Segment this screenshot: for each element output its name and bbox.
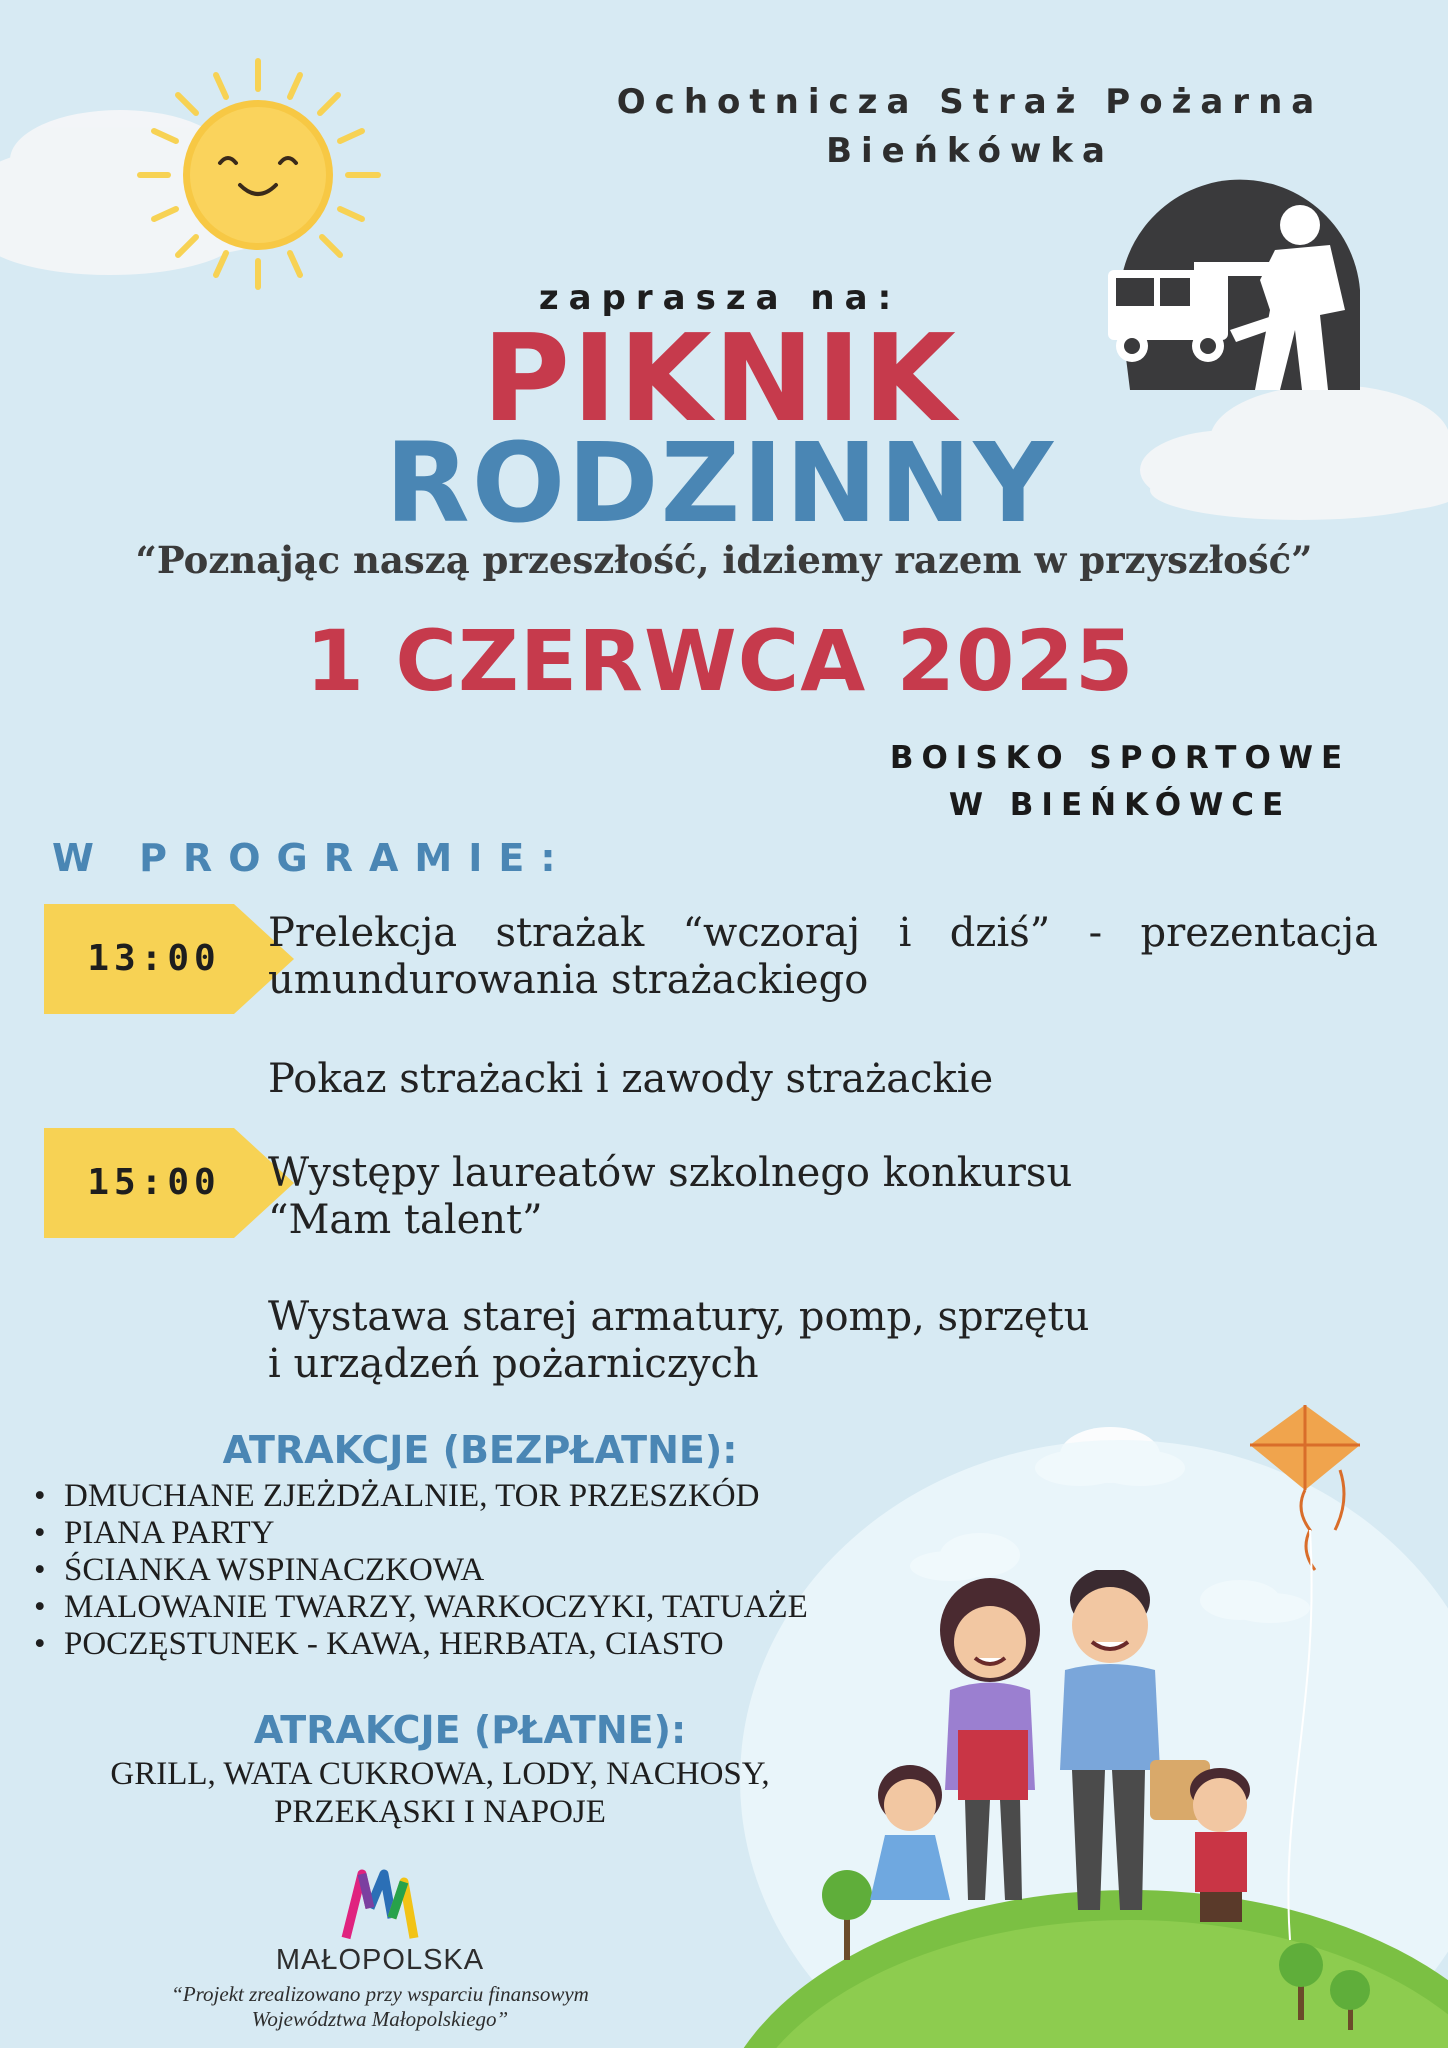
paid-attractions-list xyxy=(80,1756,800,1832)
venue-line1: BOISKO SPORTOWE xyxy=(889,740,1351,776)
list-item: • POCZĘSTUNEK - KAWA, HERBATA, CIASTO xyxy=(30,1626,808,1663)
sponsor-note-line2: Województwa Małopolskiego” xyxy=(251,2006,509,2031)
program-item-4 xyxy=(268,1294,1378,1388)
venue-line2: W BIEŃKÓWCE xyxy=(948,786,1292,823)
time-label-1: 13:00 xyxy=(87,938,221,979)
list-item: • DMUCHANE ZJEŻDŻALNIE, TOR PRZESZKÓD xyxy=(30,1478,808,1515)
time-badge-2 xyxy=(44,1128,294,1238)
malopolska-logo xyxy=(340,1868,420,1940)
event-date: 1 CZERWCA 2025 xyxy=(305,612,1135,710)
organizer xyxy=(560,78,1380,177)
program-heading: W PROGRAMIE: xyxy=(52,836,572,880)
title-line1: PIKNIK xyxy=(482,310,958,449)
program-item-2: Pokaz strażacki i zawody strażackie xyxy=(268,1056,994,1102)
free-attractions-heading: ATRAKCJE (BEZPŁATNE): xyxy=(222,1428,738,1472)
program-item-4-line1: Wystawa starej armatury, pomp, sprzętu xyxy=(268,1294,1090,1340)
time-label-2: 15:00 xyxy=(87,1162,221,1203)
father xyxy=(1060,1570,1210,1910)
program-item-3 xyxy=(268,1150,1378,1244)
title-line2: RODZINNY xyxy=(385,419,1055,547)
program-item-4-line2: i urządzeń pożarniczych xyxy=(268,1341,759,1388)
list-item: • MALOWANIE TWARZY, WARKOCZYKI, TATUAŻE xyxy=(30,1589,808,1626)
mother xyxy=(940,1578,1040,1900)
motto: “Poznając naszą przeszłość, idziemy razem w przyszłość” xyxy=(135,538,1313,582)
boy xyxy=(1190,1768,1250,1922)
sponsor-note-line1: “Projekt zrealizowano przy wsparciu finansowym xyxy=(171,1982,589,2006)
invite-text: zaprasza na: xyxy=(538,278,902,318)
paid-attractions-heading: ATRAKCJE (PŁATNE): xyxy=(253,1708,687,1752)
program-item-1: Prelekcja strażak “wczoraj i dziś” - prezentacja umundurowania strażackiego xyxy=(268,910,1378,1004)
free-attractions-list xyxy=(30,1478,808,1663)
sponsor-name: MAŁOPOLSKA xyxy=(275,1944,485,1976)
list-item: • PIANA PARTY xyxy=(30,1515,808,1552)
paid-attractions-line2: PRZEKĄSKI I NAPOJE xyxy=(274,1793,606,1830)
time-badge-1 xyxy=(44,904,294,1014)
sponsor-note xyxy=(80,1982,680,2032)
venue xyxy=(820,735,1420,828)
program-item-3-line2: “Mam talent” xyxy=(268,1197,543,1244)
girl xyxy=(870,1765,950,1900)
organizer-line1: Ochotnicza Straż Pożarna xyxy=(616,82,1324,122)
list-item: • ŚCIANKA WSPINACZKOWA xyxy=(30,1552,808,1589)
paid-attractions-line1: GRILL, WATA CUKROWA, LODY, NACHOSY, xyxy=(110,1756,770,1792)
program-item-3-line1: Występy laureatów szkolnego konkursu xyxy=(268,1150,1073,1196)
sun-icon xyxy=(130,55,390,295)
family-icon xyxy=(850,1570,1310,1950)
organizer-line2: Bieńkówka xyxy=(826,131,1114,172)
